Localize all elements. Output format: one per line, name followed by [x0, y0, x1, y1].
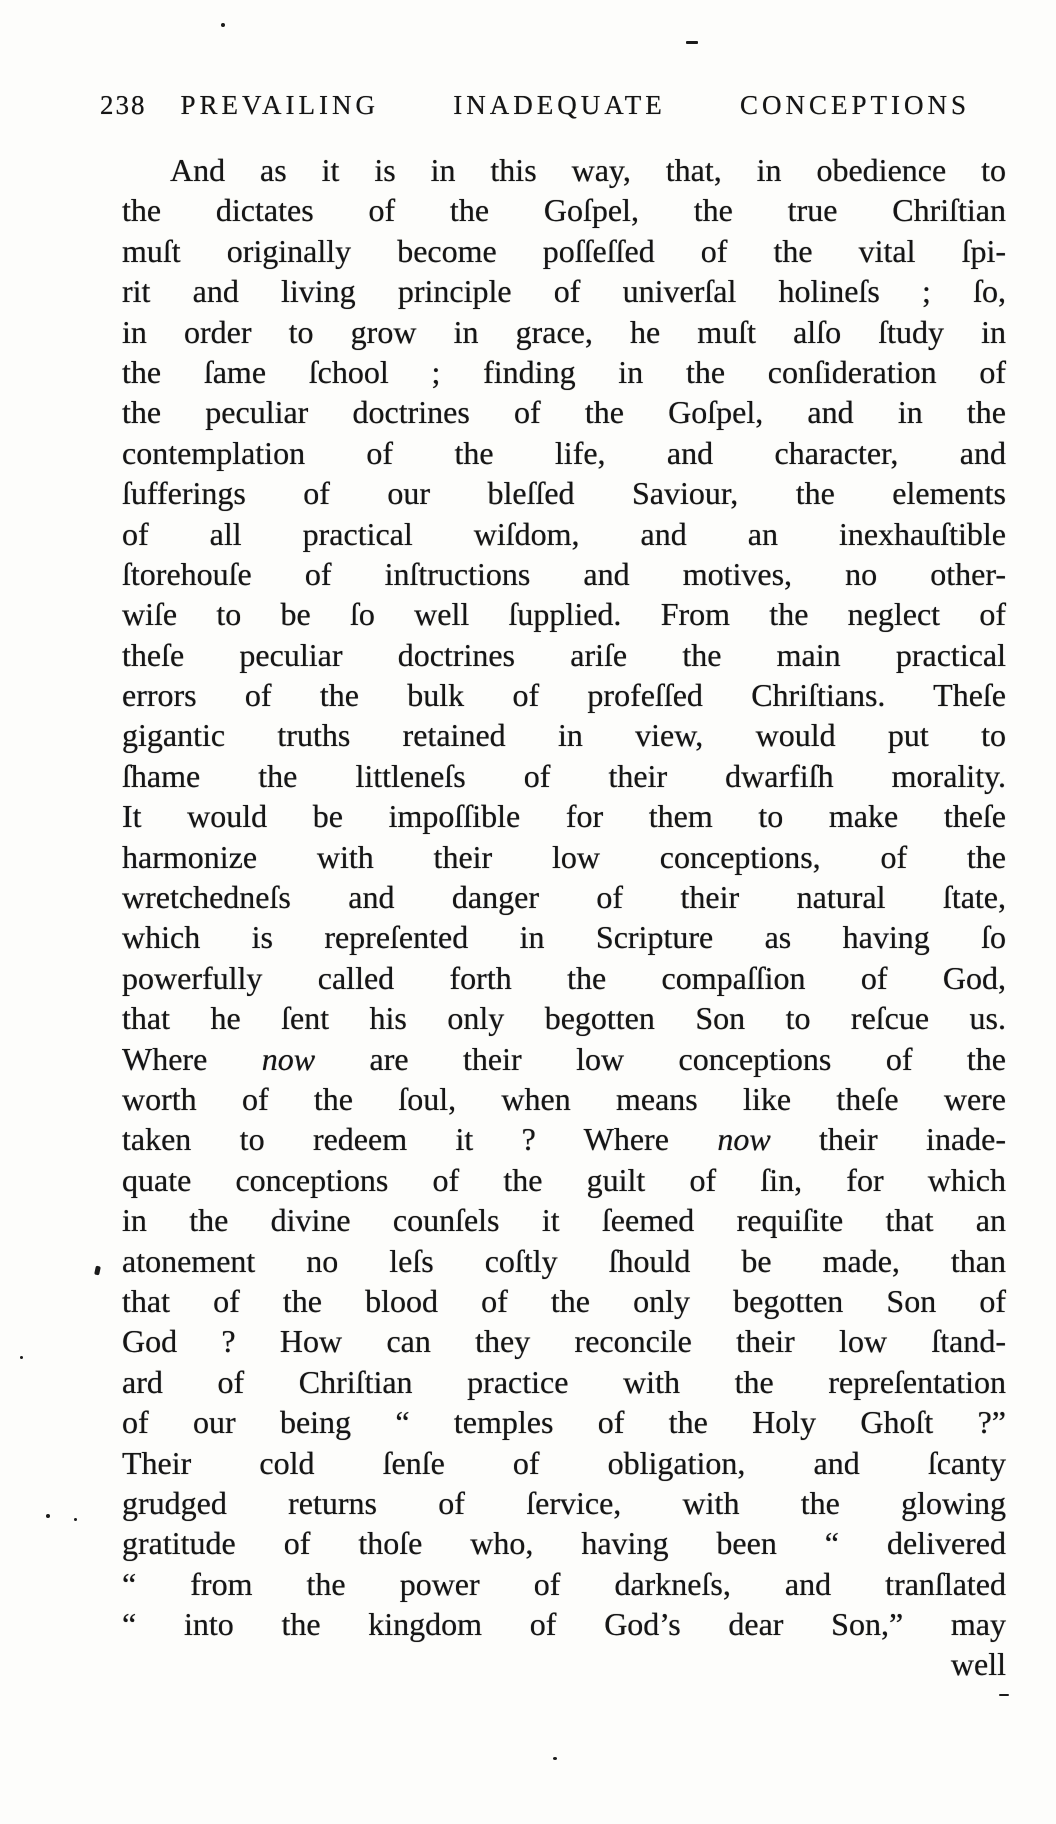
- text-line: [122, 1321, 1006, 1361]
- text-segment: wretchedneſs and danger of their natural ſtate,: [122, 879, 1006, 916]
- text-line: [122, 231, 1006, 271]
- text-line: [122, 1564, 1006, 1604]
- text-segment: “ from the power of darkneſs, and tranſlated: [122, 1565, 1006, 1602]
- ink-speck: [553, 1757, 557, 1760]
- text-segment: contemplation of the life, and character, and: [122, 434, 1006, 471]
- running-title: PREVAILING INADEQUATE CONCEPTIONS: [180, 90, 970, 120]
- text-segment: the dictates of the Goſpel, the true Chriſtian: [122, 192, 1006, 229]
- text-segment: the ſame ſchool ; finding in the conſideration of: [122, 353, 1006, 390]
- text-line: [122, 1160, 1006, 1200]
- text-segment: atonement no leſs coſtly ſhould be made, than: [122, 1242, 1006, 1279]
- text-line: [122, 1402, 1006, 1442]
- running-header: [100, 90, 970, 121]
- text-line: [122, 958, 1006, 998]
- text-line: [122, 998, 1006, 1038]
- text-segment: And as it is in this way, that, in obedience to: [170, 152, 1006, 188]
- text-line: [122, 554, 1006, 594]
- text-segment: worth of the ſoul, when means like theſe were: [122, 1080, 1006, 1117]
- text-segment: quate conceptions of the guilt of ſin, for which: [122, 1161, 1006, 1198]
- text-segment: in order to grow in grace, he muſt alſo ſtudy in: [122, 313, 1006, 350]
- text-segment: which is repreſented in Scripture as having ſo: [122, 919, 1006, 956]
- text-segment: in the divine counſels it ſeemed requiſite that an: [122, 1202, 1006, 1239]
- text-line: [122, 352, 1006, 392]
- body-text: [122, 150, 1006, 1644]
- italic-text-segment: now: [261, 1040, 316, 1077]
- text-line: [122, 756, 1006, 796]
- ink-speck: [999, 1694, 1009, 1696]
- text-line: [122, 1039, 1006, 1079]
- ink-speck: [46, 1514, 50, 1518]
- text-segment: the peculiar doctrines of the Goſpel, and in the: [122, 394, 1006, 431]
- text-line: [122, 1523, 1006, 1563]
- text-line: [122, 514, 1006, 554]
- page-number: 238: [100, 90, 147, 120]
- text-segment: God ? How can they reconcile their low ſtand-: [122, 1323, 1006, 1360]
- text-segment: that of the blood of the only begotten Son of: [122, 1282, 1006, 1319]
- text-line: [122, 150, 1006, 190]
- text-segment: gigantic truths retained in view, would put to: [122, 717, 1006, 754]
- text-line: [122, 796, 1006, 836]
- text-segment: “ into the kingdom of God’s dear Son,” may: [122, 1606, 1006, 1643]
- text-segment: of all practical wiſdom, and an inexhauſtible: [122, 515, 1006, 552]
- text-line: [122, 877, 1006, 917]
- text-segment: Their cold ſenſe of obligation, and ſcanty: [122, 1444, 1006, 1481]
- text-segment: ſhame the littleneſs of their dwarfiſh morality.: [122, 757, 1006, 794]
- text-segment: ſtorehouſe of inſtructions and motives, no other-: [122, 555, 1006, 592]
- text-line: [122, 190, 1006, 230]
- text-line: [122, 271, 1006, 311]
- text-line: [122, 837, 1006, 877]
- text-line: [122, 1119, 1006, 1159]
- text-segment: of our being “ temples of the Holy Ghoſt ?”: [122, 1404, 1006, 1441]
- text-segment: harmonize with their low conceptions, of the: [122, 838, 1006, 875]
- text-segment: are their low conceptions of the: [315, 1040, 1007, 1077]
- text-line: [122, 715, 1006, 755]
- text-segment: wiſe to be ſo well ſupplied. From the neglect of: [122, 596, 1006, 633]
- text-line: [122, 917, 1006, 957]
- text-segment: powerfully called forth the compaſſion of God,: [122, 959, 1006, 996]
- text-segment: taken to redeem it ? Where: [122, 1121, 718, 1158]
- ink-speck: [74, 1518, 77, 1521]
- text-segment: ard of Chriſtian practice with the repreſentation: [122, 1363, 1006, 1400]
- text-line: [122, 635, 1006, 675]
- text-line: [122, 675, 1006, 715]
- catchword: well: [950, 1646, 1006, 1682]
- ink-speck: [221, 23, 225, 27]
- text-line: [122, 1281, 1006, 1321]
- text-segment: that he ſent his only begotten Son to reſcue us.: [122, 1000, 1006, 1037]
- ink-speck: [686, 41, 698, 44]
- text-line: [122, 392, 1006, 432]
- ink-speck: [94, 1266, 101, 1276]
- text-segment: their inade-: [770, 1121, 1007, 1158]
- ink-speck: [20, 1356, 23, 1359]
- text-segment: errors of the bulk of profeſſed Chriſtians. Theſe: [122, 677, 1006, 714]
- text-line: [122, 1604, 1006, 1644]
- text-line: [122, 433, 1006, 473]
- text-line: [122, 1483, 1006, 1523]
- text-segment: ſufferings of our bleſſed Saviour, the elements: [122, 475, 1006, 512]
- text-line: [122, 1362, 1006, 1402]
- text-segment: grudged returns of ſervice, with the glowing: [122, 1484, 1006, 1521]
- text-line: [122, 312, 1006, 352]
- text-line: [122, 594, 1006, 634]
- text-segment: gratitude of thoſe who, having been “ delivered: [122, 1525, 1006, 1562]
- text-segment: It would be impoſſible for them to make theſe: [122, 798, 1006, 835]
- text-line: [122, 1443, 1006, 1483]
- text-line: [122, 1079, 1006, 1119]
- text-line: [122, 1241, 1006, 1281]
- text-segment: rit and living principle of univerſal holineſs ; ſo,: [122, 273, 1006, 310]
- text-line: [122, 1200, 1006, 1240]
- text-segment: muſt originally become poſſeſſed of the vital ſpi-: [122, 232, 1006, 269]
- text-line: [122, 473, 1006, 513]
- text-segment: theſe peculiar doctrines ariſe the main practical: [122, 636, 1006, 673]
- text-segment: Where: [122, 1040, 262, 1077]
- italic-text-segment: now: [717, 1121, 771, 1158]
